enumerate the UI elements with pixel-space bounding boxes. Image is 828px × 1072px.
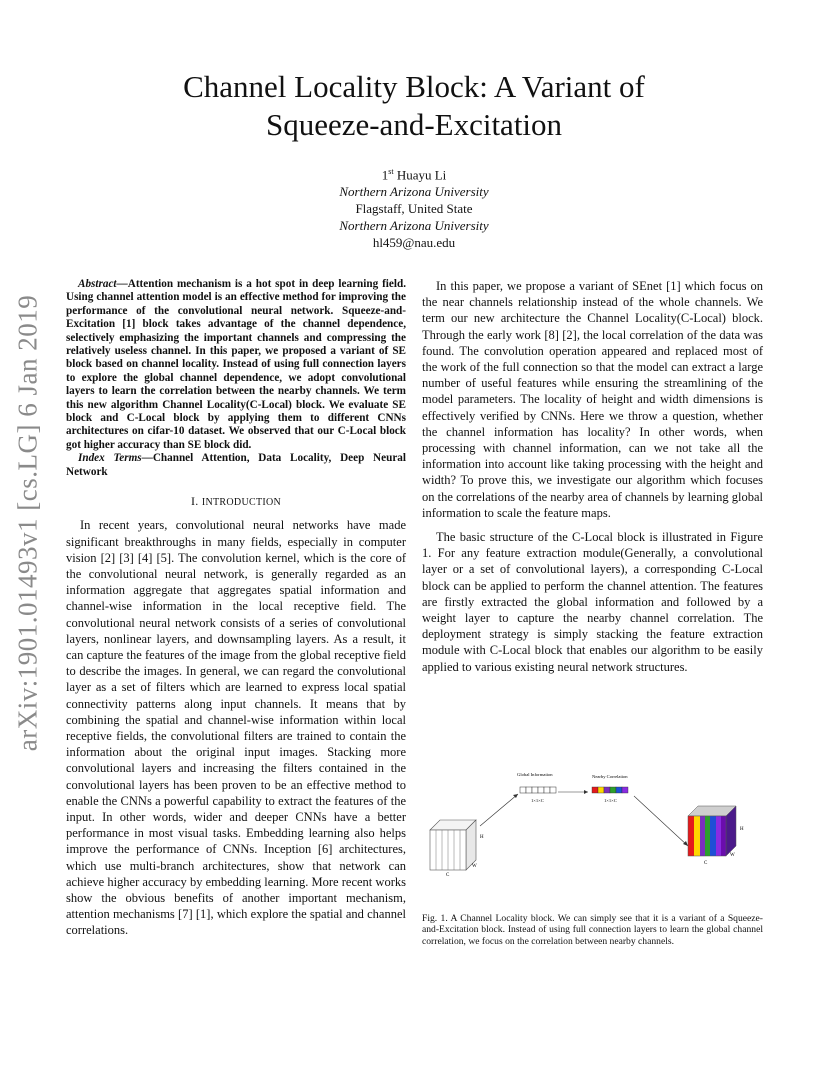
author-block bbox=[264, 163, 564, 251]
input-feature-map bbox=[430, 820, 476, 870]
section-heading-introduction: I. INTRODUCTION bbox=[190, 494, 282, 509]
index-terms: Index Terms—Channel Attention, Data Locality, Deep Neural Network bbox=[66, 452, 406, 478]
right-paragraph-1: In this paper, we propose a variant of SEnet [1] which focus on the near channels relationship instead of the whole channels. We term our new architecture the Channel Locality(C-Local) block. Through the early work [8] [2], the local correlation of the data was found. The convolution operation appeared and replaced most of the work of the full connection so that the model can extract a large number of useful features while ensuring the streamlining of the model parameters. The locality of height and width dimensions is effectively verified by CNNs. Here we throw a question, whether the channel information has locality? In other words, when processing with channel information, can we not take all the information into account like taking processing with the height and width? To prove this, we investigate our algorithm which focuses on the correlations of the nearby area of channels by learning global information to scale the feature maps. bbox=[422, 279, 763, 520]
intro-paragraph: In recent years, convolutional neural networks have made significant breakthroughs in many fields, especially in computer vision [2] [3] [4] [5]. The convolution kernel, which is the core of the convolutional neural network, is generally regarded as an information aggregate that aggregates spatial information and channel-wise information in the local receptive field. The convolutional neural network consists of a series of convolutional layers, nonlinear layers, and downsampling layers. As a result, it can capture the features of the image from the global receptive field to describe the images. In general, we can regard the convolutional layer as a set of filters which are learned to express local spatial connectivity patterns along input channels. It means that by combining the spatial and channel-wise information within local receptive fields, the convolutional filters are trained to contain the information about the original input images. Stacking more convolutional layers and increasing the filters contained in the convolutional layers has been proven to be an effective method to enable the CNNs a powerful capability to extract the features of the input. In other words, wider and deeper CNNs have a better performance in most visual tasks. Embedding learning also helps improve the performance of CNNs. Inception [6] architectures, which use multi-branch architectures, show that network can achieve higher accuracy by embedding learning. More recent works show the obvious benefits of another important mechanism, attention mechanisms [7] [1], which explore the spatial and channel correlations. bbox=[66, 518, 406, 938]
author-affiliation-2: Northern Arizona University bbox=[339, 218, 489, 234]
paper-title bbox=[100, 68, 728, 144]
abstract: Abstract—Attention mechanism is a hot spot in deep learning field. Using channel attention model is an effective method for improving the performance of the convolutional neural network. Squeeze-and-Excitation [1] block takes advantage of the channel dependence, selectively emphasizing the important channels and compressing the relatively useless channel. In this paper, we proposed a variant of SE block based on channel locality. Instead of using full connection layers to explore the global channel dependence, we adopt convolutional layers to learn the correlation between the nearby channels. We term this new algorithm Channel Locality(C-Local) block. We evaluate SE block and C-Local block by applying them to different CNNs architectures on cifar-10 dataset. We observed that our C-Local block got higher accuracy than SE block did. bbox=[66, 278, 406, 451]
input-axis-w: W bbox=[472, 864, 477, 869]
left-column bbox=[66, 278, 406, 939]
global-vector bbox=[520, 787, 556, 793]
nearby-dim-label: 1×1×C bbox=[604, 798, 617, 803]
output-axis-h: H bbox=[740, 827, 744, 832]
input-axis-c: C bbox=[446, 873, 450, 878]
nearby-vector bbox=[592, 787, 628, 793]
output-feature-map bbox=[688, 806, 736, 856]
output-axis-c: C bbox=[704, 861, 708, 866]
global-information-label: Global Information bbox=[517, 772, 553, 777]
author-email: hl459@nau.edu bbox=[372, 235, 456, 251]
author-name: 1st Huayu Li bbox=[381, 167, 447, 183]
figure-1-diagram bbox=[426, 760, 766, 900]
arrow-to-output bbox=[634, 796, 688, 846]
figure-1-caption: Fig. 1. A Channel Locality block. We can simply see that it is a variant of a Squeeze-and-Excitation block. Instead of using full connection layers to learn the global channel correlation, we focus on the correlation between nearby channels. bbox=[422, 913, 763, 947]
nearby-correlation-label: Nearby Correlation bbox=[592, 774, 628, 779]
title-line-1: Channel Locality Block: A Variant of bbox=[183, 69, 645, 104]
arxiv-stamp: arXiv:1901.01493v1 [cs.LG] 6 Jan 2019 bbox=[12, 294, 43, 752]
output-axis-w: W bbox=[730, 853, 735, 858]
input-axis-h: H bbox=[480, 835, 484, 840]
author-affiliation-1: Northern Arizona University bbox=[339, 184, 489, 200]
right-column bbox=[422, 278, 763, 675]
author-location: Flagstaff, United State bbox=[355, 201, 473, 217]
title-line-2: Squeeze-and-Excitation bbox=[265, 107, 563, 142]
right-paragraph-2: The basic structure of the C-Local block is illustrated in Figure 1. For any feature extraction module(Generally, a convolutional layer or a set of convolutional layers), a corresponding C-Local block can be applied to perform the channel attention. The features are firstly extracted the global information and followed by a weight layer to capture the nearby channel correlation. The deployment strategy is simply stacking the feature extraction module with C-Local block that enables our algorithm to be easily applied to various existing neural network structures. bbox=[422, 530, 763, 674]
global-dim-label: 1×1×C bbox=[531, 798, 544, 803]
arrow-to-global bbox=[480, 794, 518, 826]
